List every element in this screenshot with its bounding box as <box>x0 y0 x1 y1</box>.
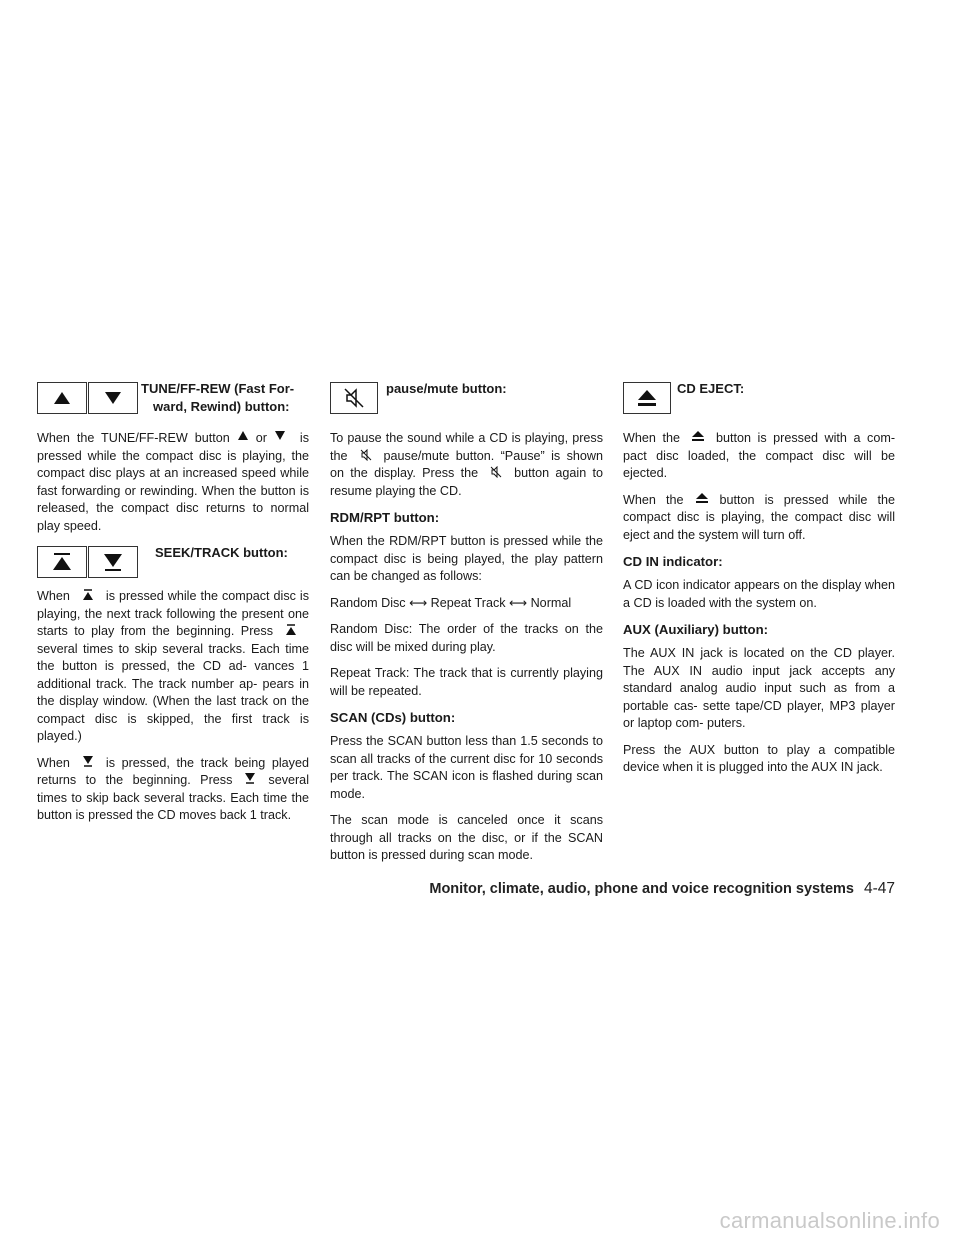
column-left <box>37 382 309 834</box>
seek-track-heading <box>37 544 309 584</box>
scan-paragraph-2: The scan mode is canceled once it scans through all tracks on the disc, or if the SCAN button is pressed during scan mode. <box>330 813 603 862</box>
pause-mute-button-icon <box>330 382 378 414</box>
scan-paragraph-1: Press the SCAN button less than 1.5 seconds to scan all tracks of the current disc for 10 seconds per track. The SCAN icon is flashed during scan mode. <box>330 734 603 801</box>
aux-paragraph-1: The AUX IN jack is located on the CD player. The AUX IN audio input jack accepts any standard analog audio input such as from a portable cas- sette tape/CD player, MP3 player or laptop com- puters. <box>623 646 895 730</box>
watermark: carmanualsonline.info <box>719 1208 940 1233</box>
cd-eject-heading <box>623 382 895 426</box>
pause-mute-title: pause/mute button: <box>386 381 507 396</box>
seek-down-icon <box>235 773 265 785</box>
seek-down-button-icon <box>88 546 138 578</box>
cd-eject-title: CD EJECT: <box>677 381 745 396</box>
seek-paragraph-1: When is pressed while the compact disc is playing, the next track following the present one starts to play from the beginning. Press several times to skip several tracks. Each time the button is pressed, the CD ad- vances 1 additional track. The track number ap- pears in the display window. (When the last track on the compact disc is skipped, the first track is played.) <box>37 589 309 743</box>
page-footer <box>429 880 895 898</box>
eject-icon <box>683 431 713 443</box>
seek-track-title: SEEK/TRACK button: <box>155 545 288 560</box>
tune-ffrew-heading <box>37 382 309 426</box>
rdm-rpt-title: RDM/RPT button: <box>330 510 440 525</box>
cd-in-title: CD IN indicator: <box>623 554 723 569</box>
cd-in-paragraph: A CD icon indicator appears on the display when a CD is loaded with the system on. <box>623 578 895 610</box>
aux-title: AUX (Auxiliary) button: <box>623 622 769 637</box>
eject-icon <box>687 493 717 505</box>
aux-paragraph-2: Press the AUX button to play a compatible device when it is plugged into the AUX IN jack. <box>623 742 895 774</box>
eject-paragraph-2: When the button is pressed while the compact disc is playing, the compact disc will eject and the system will turn off. <box>623 492 895 542</box>
seek-up-icon <box>276 624 306 636</box>
rdm-sequence: Random Disc ⟷ Repeat Track ⟷ Normal <box>330 595 572 610</box>
seek-down-icon <box>73 756 103 768</box>
column-middle <box>330 382 603 874</box>
seek-paragraph-2: When is pressed, the track being played returns to the beginning. Press several times to skip back several tracks. Each time the button is pressed the CD moves back 1 track. <box>37 755 309 822</box>
seek-up-button-icon <box>37 546 87 578</box>
rdm-paragraph-repeat: Repeat Track: The track that is currently playing will be repeated. <box>330 666 603 698</box>
up-triangle-icon <box>233 431 253 443</box>
rdm-paragraph-1: When the RDM/RPT button is pressed while the compact disc is being played, the play pattern can be changed as follows: <box>330 534 603 583</box>
eject-paragraph-1: When the button is pressed with a com- pact disc loaded, the compact disc will be ejected. <box>623 431 896 480</box>
tune-down-button-icon <box>88 382 138 414</box>
tune-up-button-icon <box>37 382 87 414</box>
rdm-paragraph-random: Random Disc: The order of the tracks on the disc will be mixed during play. <box>330 622 603 654</box>
tune-ffrew-title: TUNE/FF-REW (Fast For- ward, Rewind) button: <box>141 381 295 414</box>
column-right <box>623 382 895 786</box>
down-triangle-icon <box>270 431 290 443</box>
tune-ffrew-paragraph: When the TUNE/FF-REW button or is pressed while the compact disc is playing, the compact disc plays at an increased speed while fast forwarding or rewinding. When the button is released, the compact disc returns to normal play speed. <box>37 431 309 533</box>
pause-mute-heading <box>330 382 603 426</box>
section-title: Monitor, climate, audio, phone and voice recognition systems <box>429 881 854 897</box>
scan-title: SCAN (CDs) button: <box>330 710 456 725</box>
eject-button-icon <box>623 382 671 414</box>
page-number: 4-47 <box>863 880 895 897</box>
seek-up-icon <box>73 589 103 601</box>
pause-paragraph: To pause the sound while a CD is playing, press the pause/mute button. “Pause” is shown on the display. Press the button again to resume playing the CD. <box>330 431 603 498</box>
mute-icon <box>351 449 381 461</box>
mute-icon <box>481 466 511 478</box>
